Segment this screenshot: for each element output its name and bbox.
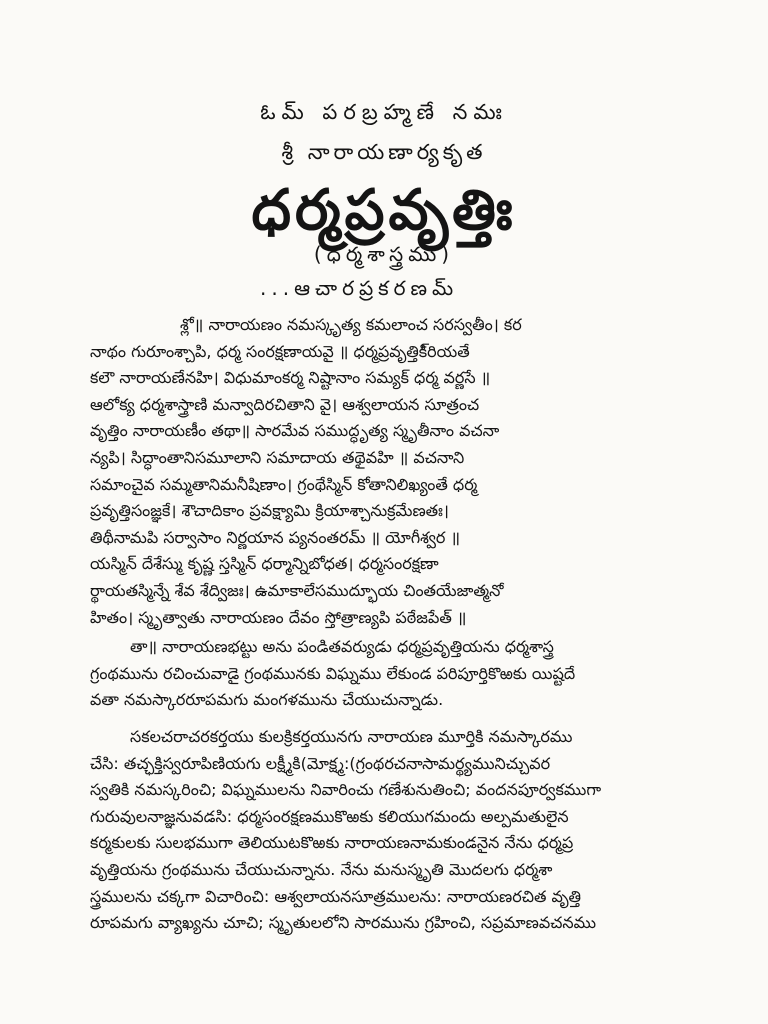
commentary-block (90, 634, 650, 714)
commentary-line: గ్రంథమును రచించువాడై గ్రంథమునకు విఘ్నము లేకుండ పరిపూర్తికొఱకు యిష్టదే (90, 663, 576, 683)
author-attribution: శ్రీ నారాయణార్యకృత (281, 140, 487, 164)
prose-line: స్త్రములను చక్కగా విచారించి: ఆశ్వలాయనసూత్రములను: నారాయణరచిత వృత్తి (90, 886, 582, 906)
verse-line: నాథం గురూంశ్చాపి, ధర్మ సంరక్షణాయవై ॥ ధర్మప్రవృత్తికి్రియతే (90, 341, 470, 361)
prose-line: సకలచరాచరకర్తయు కులక్రికర్తయునగు నారాయణ మూర్తికి నమస్కారము (130, 727, 573, 746)
prose-line: కర్మకులకు సులభముగా తెలియుటకొఱకు నారాయణనామకుండనైన నేను ధర్మప్ర (90, 833, 574, 853)
page-title: ధర్మప్రవృత్తిః (251, 178, 517, 243)
verse-line: ప్రవృత్తిసంజ్ఞకే। శౌచాదికాం ప్రవక్ష్యామి క్రియాశ్చానుక్రమేణతః। (90, 501, 449, 521)
verse-line: యస్మిన్ దేశేస్ము కృష్ణ స్తస్మిన్ ధర్మాన్నిబోధత। ధర్మసంరక్షణా (90, 554, 439, 574)
verse-line: ర్థాయతస్మిన్నే శేవ శేద్విజః। ఉమాకాలేసముద్భూయ చింతయేజాత్మనో (90, 580, 504, 600)
verse-line: ఆలోక్య ధర్మశాస్త్రాణి మన్వాదిరచితాని వై। ఆశ్వలాయన సూత్రంచ (90, 394, 480, 414)
prose-line: స్వతికి నమస్కరించి; విఘ్నములను నివారించు గణేశునుతించి; వందనపూర్వకముగా (90, 780, 602, 800)
prose-line: గురువులనాజ్ఞనువడసి: ధర్మసంరక్షణముకొఱకు కలియుగమందు అల్పమతులైన (90, 806, 569, 826)
commentary-line: వతా నమస్కారరూపమగు మంగళమును చేయుచున్నాడు. (90, 690, 444, 710)
prose-block (90, 724, 650, 937)
verse-line: వృత్తిం నారాయణీం తథా॥ సారమేవ సముద్ధృత్య స్మృతీనాం వచనా (90, 421, 500, 441)
verse-block (90, 312, 650, 631)
commentary-line: తా॥ నారాయణభట్టు అను పండితవర్యుడు ధర్మప్రవృత్తియను ధర్మశాస్త్ర (130, 637, 554, 656)
verse-line: సమాంచైవ సమ్మతానిమనీషిణాం। గ్రంథేస్మిన్ కోతానిలిఖ్యంతే ధర్మ (90, 474, 478, 494)
prose-line: రూపమగు వ్యాఖ్యను చూచి; స్మృతులలోని సారమును గ్రహించి, సప్రమాణవచనము (90, 913, 597, 933)
verse-line: తిథీనామపి సర్వాసాం నిర్ణయాన ప్యనంతరమ్ ॥ యోగీశ్వర ॥ (90, 527, 461, 547)
verse-line: కలౌ నారాయణేనహి। విధుమాంకర్మ నిష్టానాం సమ్యక్ ధర్మ వర్ణసే ॥ (90, 368, 491, 388)
verse-line: హితం। స్మృత్వాతు నారాయణం దేవం స్తోత్రాణ్యపి పఠేజపేత్ ॥ (90, 607, 467, 627)
verse-line: న్యపి। సిద్ధాంతానిసమూలాని సమాదాయ తథైవహి ॥ వచనాని (90, 447, 465, 467)
prose-line: వృత్తియను గ్రంథమును చేయుచున్నాను. నేను మనుస్మృతి మొదలగు ధర్మశా (90, 859, 553, 879)
verse-line: శ్లో॥ నారాయణం నమస్కృత్య కమలాంచ సరస్వతీం। కర (180, 315, 522, 334)
prose-line: చేసి: తచ్ఛక్తిస్వరూపిణియగు లక్ష్మీకి(మోక్ష్మ:(గ్రంథరచనాసామర్థ్యమునిచ్చువర (90, 753, 551, 773)
page-subtitle: (ధర్మశాస్త్రము) (313, 242, 455, 266)
chapter-heading: ...ఆచారప్రకరణమ్ (260, 276, 459, 300)
invocation-line: ఓమ్ పరబ్రహ్మణే నమః (260, 100, 508, 124)
